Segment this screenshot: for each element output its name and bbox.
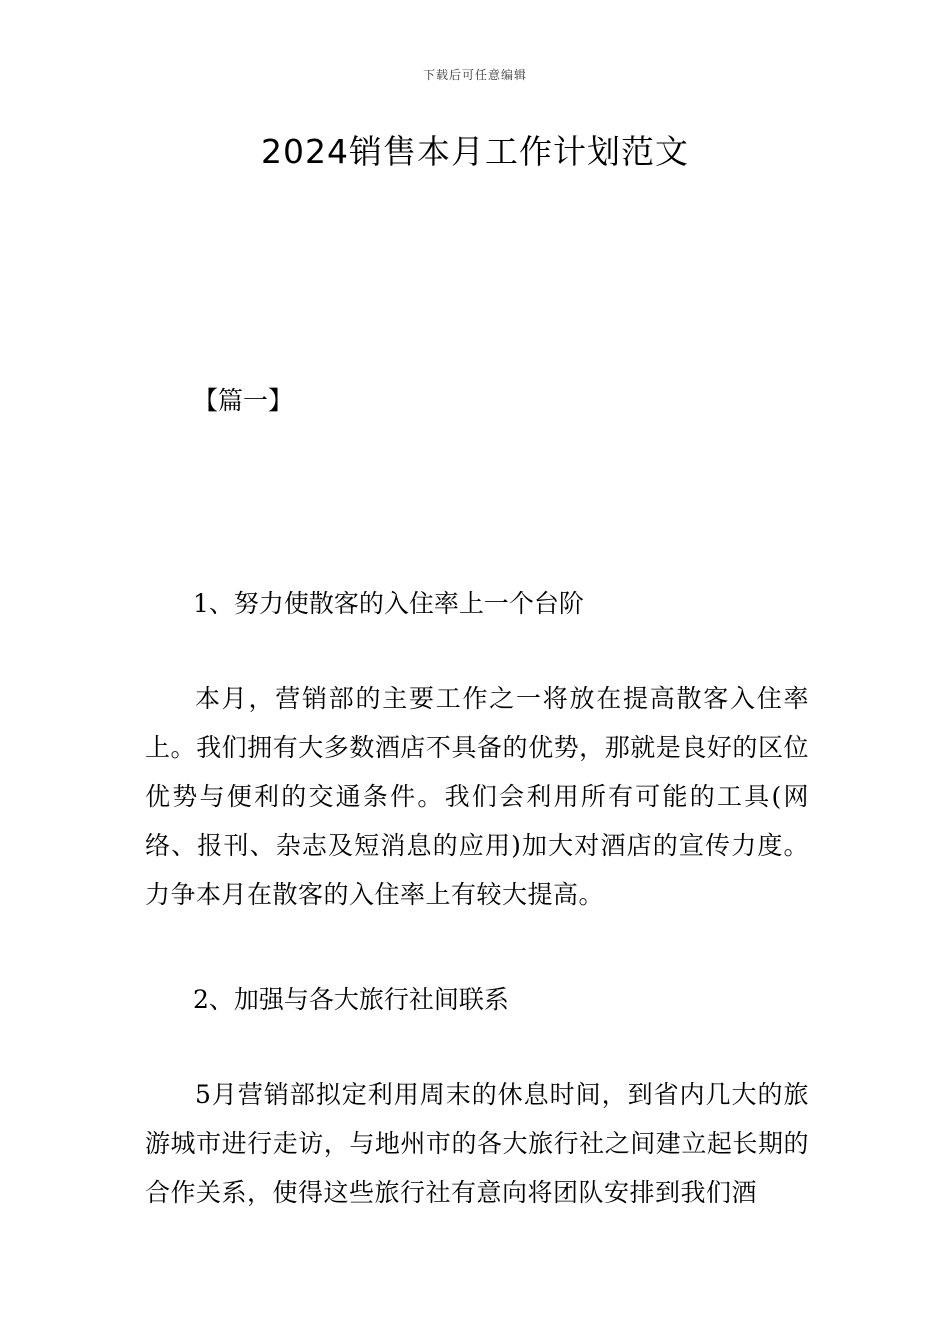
item-heading-2: 2、加强与各大旅行社间联系 (193, 985, 509, 1014)
page-title: 2024销售本月工作计划范文 (261, 132, 689, 171)
section-marker: 【篇一】 (193, 386, 294, 415)
item-heading-1: 1、努力使散客的入住率上一个台阶 (193, 589, 584, 618)
header-note: 下载后可任意编辑 (422, 68, 527, 82)
item-paragraph-1: 本月，营销部的主要工作之一将放在提高散客入住率上。我们拥有大多数酒店不具备的优势，那就是良好的区位优势与便利的交通条件。我们会利用所有可能的工具(网络、报刊、杂志及短消息的应用)加大对酒店的宣传力度。力争本月在散客的入住率上有较大提高。 (145, 684, 809, 909)
item-paragraph-2: 5月营销部拟定利用周末的休息时间，到省内几大的旅游城市进行走访，与地州市的各大旅行社之间建立起长期的合作关系，使得这些旅行社有意向将团队安排到我们酒 (145, 1080, 809, 1207)
